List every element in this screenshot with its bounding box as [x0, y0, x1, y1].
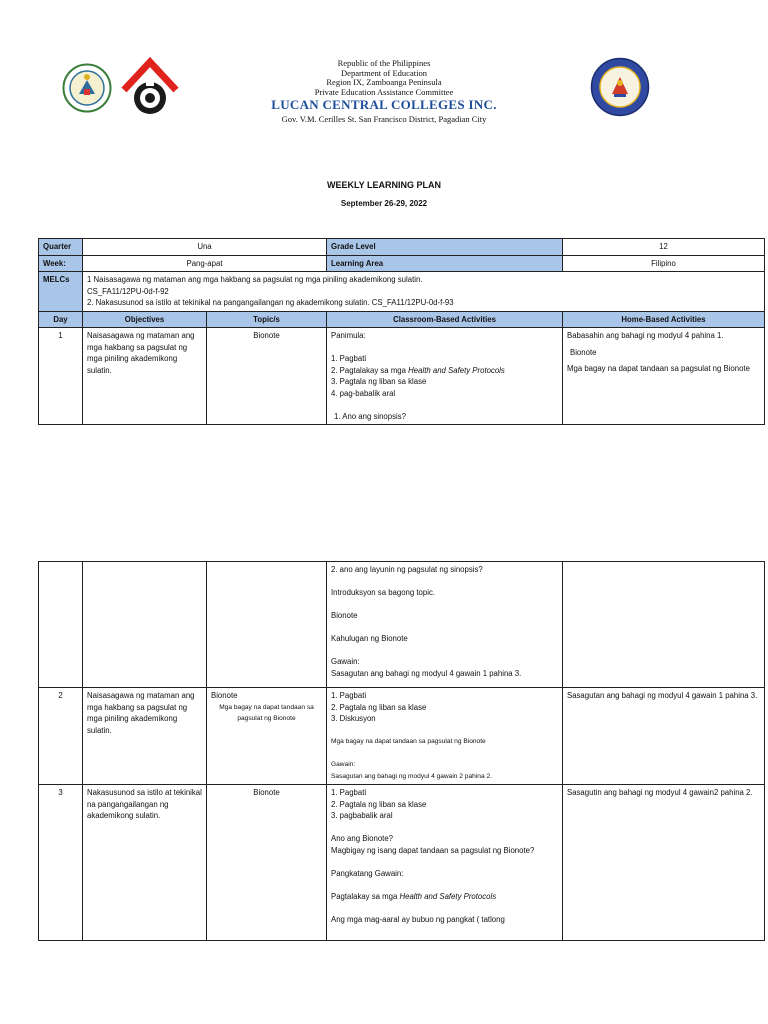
d3-c5: Magbigay ng isang dapat tandaan sa pagsulat ng Bionote?	[331, 845, 535, 855]
day-1-number: 1	[39, 328, 83, 425]
day-3-classroom	[327, 785, 563, 941]
melcs-label: MELCs	[39, 272, 83, 312]
d1-intro: Panimula:	[331, 331, 366, 340]
d3-c1: 1. Pagbati	[331, 788, 367, 797]
d2-c4: Mga bagay na dapat tandaan sa pagsulat ng Bionote	[331, 738, 486, 745]
d2-c1: 1. Pagbati	[331, 691, 367, 700]
grade-level-label: Grade Level	[327, 239, 563, 256]
document-date: September 26-29, 2022	[340, 199, 428, 208]
melcs-row	[39, 272, 765, 312]
learning-plan-table	[38, 238, 765, 425]
melc-2: 2. Nakasusunod sa istilo at tekinikal na pangangailangan ng akademikong sulatin. CS_FA11/12PU-0d-f-93	[87, 298, 454, 307]
day-3-number: 3	[39, 785, 83, 941]
d1-h3: Mga bagay na dapat tandaan sa pagsulat ng Bionote	[567, 364, 750, 373]
day-2-classroom	[327, 688, 563, 785]
d1-h2: Bionote	[570, 347, 597, 357]
cont-c1: 2. ano ang layunin ng pagsulat ng sinopsis?	[331, 565, 483, 574]
melcs-content	[83, 272, 765, 312]
col-objectives: Objectives	[83, 311, 207, 328]
d3-c4: Ano ang Bionote?	[331, 834, 393, 843]
d2-c5: Gawain:	[331, 761, 356, 768]
week-label: Week:	[39, 255, 83, 272]
day-1-home	[563, 328, 765, 425]
d3-c6: Pangkatang Gawain:	[331, 868, 404, 878]
grade-level-value: 12	[563, 239, 765, 256]
day-2-number: 2	[39, 688, 83, 785]
d1-c3: 3. Pagtala ng liban sa klase	[331, 377, 427, 386]
day-3-home: Sasagutin ang bahagi ng modyul 4 gawain2 pahina 2.	[563, 785, 765, 941]
quarter-value: Una	[83, 239, 327, 256]
day-2-row	[39, 688, 765, 785]
d1-c2: 2. Pagtalakay sa mga Health and Safety Protocols	[331, 365, 505, 375]
learning-area-label: Learning Area	[327, 255, 563, 272]
col-classroom: Classroom-Based Activities	[327, 311, 563, 328]
day-2-home: Sasagutan ang bahagi ng modyul 4 gawain 1 pahina 3.	[563, 688, 765, 785]
cont-c4: Kahulugan ng Bionote	[331, 634, 408, 643]
day-1-objective: Naisasagawa ng mataman ang mga hakbang sa pagsulat ng mga piniling akademikong sulatin.	[83, 328, 207, 425]
d2-c3: 3. Diskusyon	[331, 714, 376, 723]
d3-c7: Pagtalakay sa mga Health and Safety Protocols	[331, 891, 497, 901]
col-topics: Topic/s	[207, 311, 327, 328]
col-day: Day	[39, 311, 83, 328]
day-1-classroom	[327, 328, 563, 425]
agency-header	[0, 59, 768, 125]
melc-1-code: CS_FA11/12PU-0d-f-92	[87, 286, 169, 296]
col-home: Home-Based Activities	[563, 311, 765, 328]
day-3-objective: Nakasusunod sa istilo at tekinikal na pangangailangan ng akademikong sulatin.	[83, 785, 207, 941]
quarter-row	[39, 239, 765, 256]
document-title: WEEKLY LEARNING PLAN	[326, 180, 441, 190]
day-1-topic: Bionote	[207, 328, 327, 425]
cont-c5: Gawain:	[331, 657, 360, 666]
cont-c6: Sasagutan ang bahagi ng modyul 4 gawain 1 pahina 3.	[331, 668, 522, 678]
continued-classroom	[327, 562, 563, 688]
learning-plan-table-continued	[38, 561, 765, 941]
column-header-row	[39, 311, 765, 328]
continued-row	[39, 562, 765, 688]
d2-topic: Bionote	[211, 691, 238, 700]
day-2-topic	[207, 688, 327, 785]
d3-c2: 2. Pagtala ng liban sa klase	[331, 799, 427, 809]
d1-c4: 4. pag-babalik aral	[331, 388, 396, 398]
day-3-row	[39, 785, 765, 941]
day-1-row	[39, 328, 765, 425]
header-line-4: Private Education Assistance Committee	[314, 86, 454, 97]
cont-c2: Introduksyon sa bagong topic.	[331, 588, 436, 597]
header-line-3: Region IX, Zamboanga Peninsula	[326, 77, 442, 87]
week-value: Pang-apat	[83, 255, 327, 272]
d2-c6: Sasagutan ang bahagi ng modyul 4 gawain 2 pahina 2.	[331, 772, 492, 780]
d2-c2: 2. Pagtala ng liban sa klase	[331, 702, 427, 712]
melc-1: 1 Naisasagawa ng mataman ang mga hakbang sa pagsulat ng mga piniling akademikong sulatin.	[87, 275, 423, 284]
week-row	[39, 255, 765, 272]
d3-c3: 3. pagbabalik aral	[331, 811, 393, 820]
school-name: LUCAN CENTRAL COLLEGES INC.	[271, 97, 497, 112]
d1-h1: Babasahin ang bahagi ng modyul 4 pahina 1.	[567, 331, 724, 340]
d1-c5: 1. Ano ang sinopsis?	[334, 411, 406, 421]
d1-c1: 1. Pagbati	[331, 354, 367, 363]
quarter-label: Quarter	[39, 239, 83, 256]
d3-c8: Ang mga mag-aaral ay bubuo ng pangkat ( tatlong	[331, 914, 505, 924]
day-3-topic: Bionote	[207, 785, 327, 941]
header-line-2: Department of Education	[341, 67, 427, 78]
header-line-1: Republic of the Philippines	[337, 58, 431, 68]
cont-c3: Bionote	[331, 611, 358, 620]
day-2-objective: Naisasagawa ng mataman ang mga hakbang sa pagsulat ng mga piniling akademikong sulatin.	[83, 688, 207, 785]
learning-area-value: Filipino	[563, 255, 765, 272]
d2-topic-2: Mga bagay na dapat tandaan sa pagsulat ng Bionote	[219, 703, 314, 722]
school-address: Gov. V.M. Cerilles St. San Francisco District, Pagadian City	[281, 114, 487, 124]
